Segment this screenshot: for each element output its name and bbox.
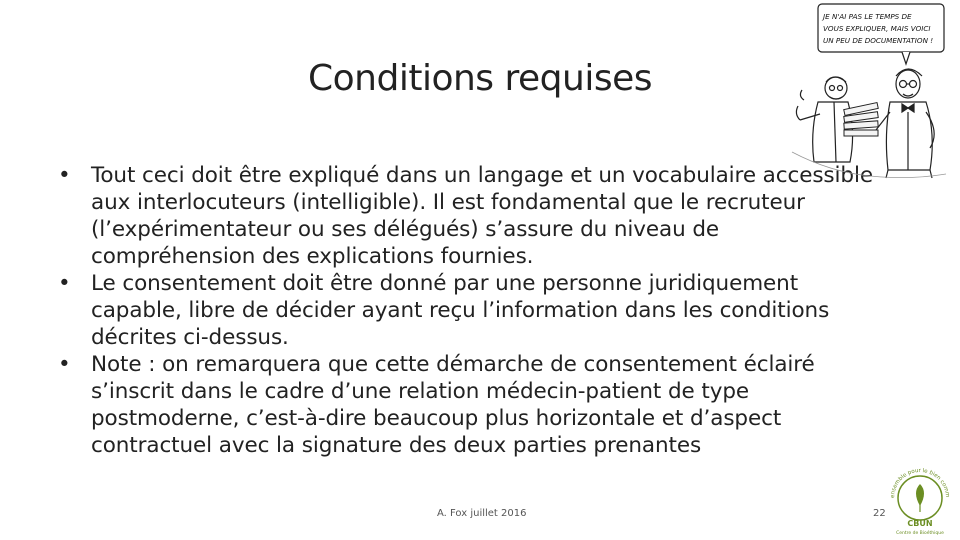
speech-bubble-tail [902, 52, 910, 64]
logo-subtext: Centre de Bioéthique [896, 531, 944, 536]
doctor-cartoon-illustration [790, 2, 948, 182]
slide-title: Conditions requises [308, 58, 652, 99]
right-doctor [876, 69, 934, 178]
bullet-dot: • [58, 271, 71, 296]
bullet-item [58, 162, 878, 270]
bullet-dot: • [58, 163, 71, 188]
bullet-dot: • [58, 352, 71, 377]
footer-author-date: A. Fox juillet 2016 [437, 508, 527, 519]
bullet-item [58, 351, 878, 459]
bullet-text: Tout ceci doit être expliqué dans un langage et un vocabulaire accessible aux interlocuteurs (intelligible). Il est fondamental que le recruteur (l’expérimentateur ou ses délégués) s’assure du niveau de compréhension des explications fournies. [91, 163, 873, 269]
logo-arc-text: ensemble pour le bien comm [889, 467, 951, 499]
speech-line-2: VOUS EXPLIQUER, MAIS VOICI [823, 24, 931, 33]
speech-line-3: UN PEU DE DOCUMENTATION ! [823, 36, 934, 45]
bullet-list [58, 162, 878, 459]
bullet-item [58, 270, 878, 351]
bullet-text: Le consentement doit être donné par une personne juridiquement capable, libre de décider ayant reçu l’information dans les conditions décrites ci-dessus. [91, 271, 830, 350]
bullet-text: Note : on remarquera que cette démarche de consentement éclairé s’inscrit dans le cadre d’une relation médecin-patient de type postmoderne, c’est-à-dire beaucoup plus horizontale et d’aspect contractuel avec la signature des deux parties prenantes [91, 352, 815, 458]
logo-name: CBUN [907, 519, 933, 528]
page-number: 22 [873, 508, 886, 519]
cbun-logo [884, 462, 956, 538]
speech-line-1: JE N'AI PAS LE TEMPS DE [823, 12, 912, 21]
